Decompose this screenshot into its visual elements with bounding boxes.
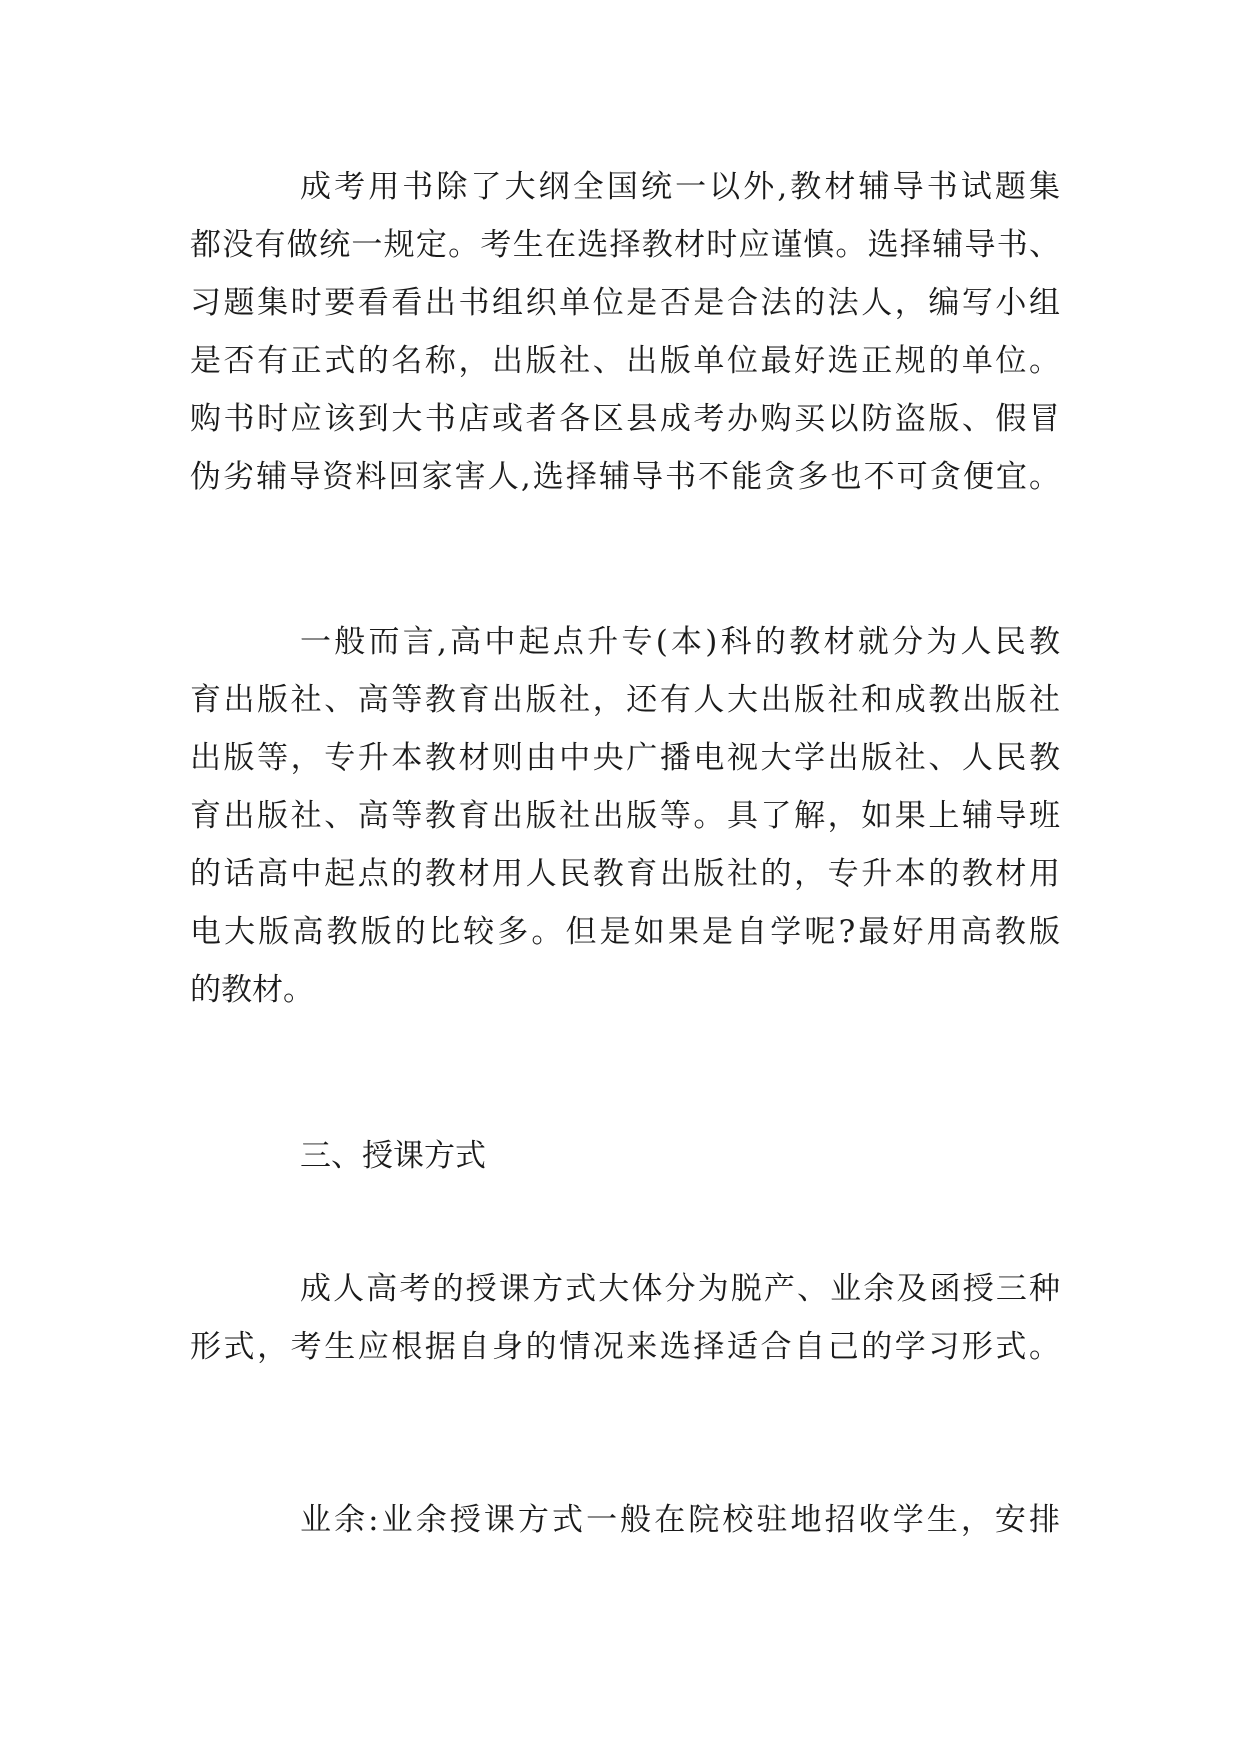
paragraph-1-line-2: 都没有做统一规定。考生在选择教材时应谨慎。选择辅导书、 [190,227,1060,263]
paragraph-2-line-5: 的话高中起点的教材用人民教育出版社的，专升本的教材用 [190,856,1060,892]
paragraph-1-line-4: 是否有正式的名称，出版社、出版单位最好选正规的单位。 [190,343,1060,379]
paragraph-2-line-2: 育出版社、高等教育出版社，还有人大出版社和成教出版社 [190,682,1060,718]
paragraph-1-line-1: 成考用书除了大纲全国统一以外,教材辅导书试题集 [300,169,1060,205]
paragraph-2-line-4: 育出版社、高等教育出版社出版等。具了解，如果上辅导班 [190,798,1060,834]
paragraph-1-line-3: 习题集时要看看出书组织单位是否是合法的法人，编写小组 [190,285,1060,321]
paragraph-4-line-1: 业余:业余授课方式一般在院校驻地招收学生，安排 [300,1502,1060,1538]
paragraph-2-line-7: 的教材。 [190,972,314,1008]
paragraph-3-line-1: 成人高考的授课方式大体分为脱产、业余及函授三种 [300,1271,1060,1307]
section-heading: 三、授课方式 [300,1138,486,1174]
paragraph-1-line-5: 购书时应该到大书店或者各区县成考办购买以防盗版、假冒 [190,401,1060,437]
paragraph-1-line-6: 伪劣辅导资料回家害人,选择辅导书不能贪多也不可贪便宜。 [190,459,1060,495]
paragraph-3-line-2: 形式，考生应根据自身的情况来选择适合自己的学习形式。 [190,1329,1060,1365]
paragraph-2-line-6: 电大版高教版的比较多。但是如果是自学呢?最好用高教版 [190,914,1060,950]
paragraph-2-line-3: 出版等，专升本教材则由中央广播电视大学出版社、人民教 [190,740,1060,776]
paragraph-2-line-1: 一般而言,高中起点升专(本)科的教材就分为人民教 [300,624,1060,660]
